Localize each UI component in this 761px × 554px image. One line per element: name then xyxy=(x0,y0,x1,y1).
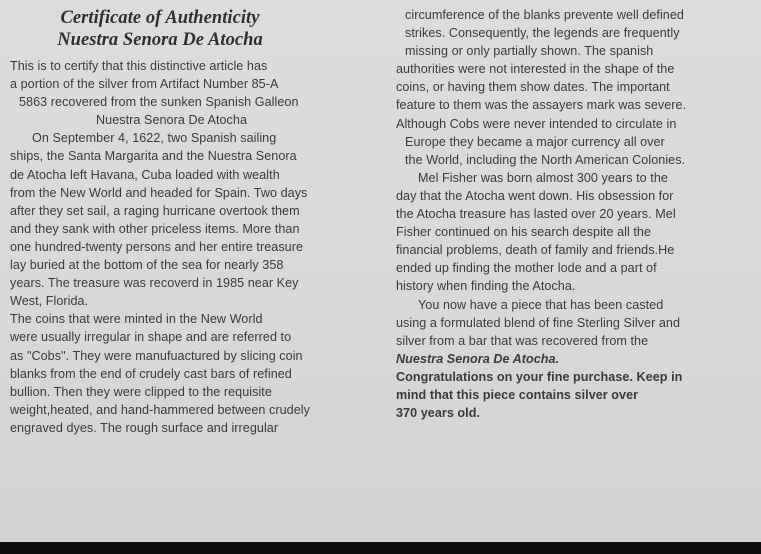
certificate-title: Certificate of Authenticity xyxy=(60,8,260,28)
left-text-line: and they sank with other priceless items. More than xyxy=(10,221,300,236)
right-text-line: Congratulations on your fine purchase. Keep in xyxy=(396,369,683,384)
right-text-line: financial problems, death of family and friends.He xyxy=(396,243,675,258)
ship-name-bold: Nuestra Senora De Atocha. xyxy=(396,351,560,366)
right-text-line: coins, or having them show dates. The important xyxy=(396,80,670,95)
right-text-line: feature to them was the assayers mark was severe. xyxy=(396,98,687,113)
left-text-line: This is to certify that this distinctive article has xyxy=(10,59,268,73)
certificate-subtitle: Nuestra Senora De Atocha xyxy=(57,30,263,50)
left-text-line: On September 4, 1622, two Spanish sailing xyxy=(32,131,277,146)
right-text-line: the World, including the North American Colonies. xyxy=(405,152,686,167)
left-text-line: de Atocha left Havana, Cuba loaded with wealth xyxy=(10,167,280,182)
right-text-line: You now have a piece that has been casted xyxy=(418,297,664,312)
left-text-line: engraved dyes. The rough surface and irregular xyxy=(10,420,279,435)
galleon-name-line: Nuestra Senora De Atocha xyxy=(96,113,248,128)
left-column xyxy=(10,0,385,437)
title-block xyxy=(10,0,385,51)
left-text-line: bullion. Then they were clipped to the requisite xyxy=(10,384,272,399)
right-text-line: 370 years old. xyxy=(396,406,481,421)
left-text-line: lay buried at the bottom of the sea for nearly 358 xyxy=(10,258,284,273)
right-text-line: strikes. Consequently, the legends are frequently xyxy=(405,26,680,41)
right-text-line: silver from a bar that was recovered from the xyxy=(396,333,649,348)
right-text-line: ended up finding the mother lode and a part of xyxy=(396,261,657,276)
left-text-line: from the New World and headed for Spain. Two days xyxy=(10,185,308,200)
left-text-line: were usually irregular in shape and are referred to xyxy=(10,330,292,345)
left-text-line: weight,heated, and hand-hammered between crudely xyxy=(10,402,310,417)
left-text-line: West, Florida. xyxy=(10,294,89,309)
left-text-line: after they set sail, a raging hurricane overtook them xyxy=(10,203,300,218)
right-text-line: history when finding the Atocha. xyxy=(396,279,576,294)
right-text-line: mind that this piece contains silver over xyxy=(396,387,639,402)
right-text-line: missing or only partially shown. The spanish xyxy=(405,44,654,59)
right-text-line: Fisher continued on his search despite all the xyxy=(396,225,652,240)
left-text-line: as "Cobs". They were manufuactured by slicing coin xyxy=(10,348,303,363)
right-text-line: Europe they became a major currency all over xyxy=(405,134,665,149)
right-text-line: Although Cobs were never intended to circulate in xyxy=(396,116,677,131)
right-column xyxy=(396,6,758,422)
left-text-line: one hundred-twenty persons and her entire treasure xyxy=(10,239,304,254)
right-text-line: day that the Atocha went down. His obsession for xyxy=(396,188,674,203)
left-text-line: The coins that were minted in the New World xyxy=(10,312,263,327)
left-text-line: blanks from the end of crudely cast bars of refined xyxy=(10,366,292,381)
bottom-edge xyxy=(0,542,761,554)
right-text-line: using a formulated blend of fine Sterling Silver and xyxy=(396,315,681,330)
right-text-line: authorities were not interested in the shape of the xyxy=(396,62,675,77)
left-text-line: 5863 recovered from the sunken Spanish Galleon xyxy=(19,95,299,110)
left-text-line: a portion of the silver from Artifact Number 85-A xyxy=(10,77,279,92)
left-text-line: ships, the Santa Margarita and the Nuestra Senora xyxy=(10,149,297,164)
right-text-line: Mel Fisher was born almost 300 years to the xyxy=(418,170,668,185)
right-text-line: the Atocha treasure has lasted over 20 years. Mel xyxy=(396,207,676,222)
left-text-line: years. The treasure was recoverd in 1985 near Key xyxy=(10,276,299,291)
right-text-line: circumference of the blanks prevente well defined xyxy=(405,8,684,22)
